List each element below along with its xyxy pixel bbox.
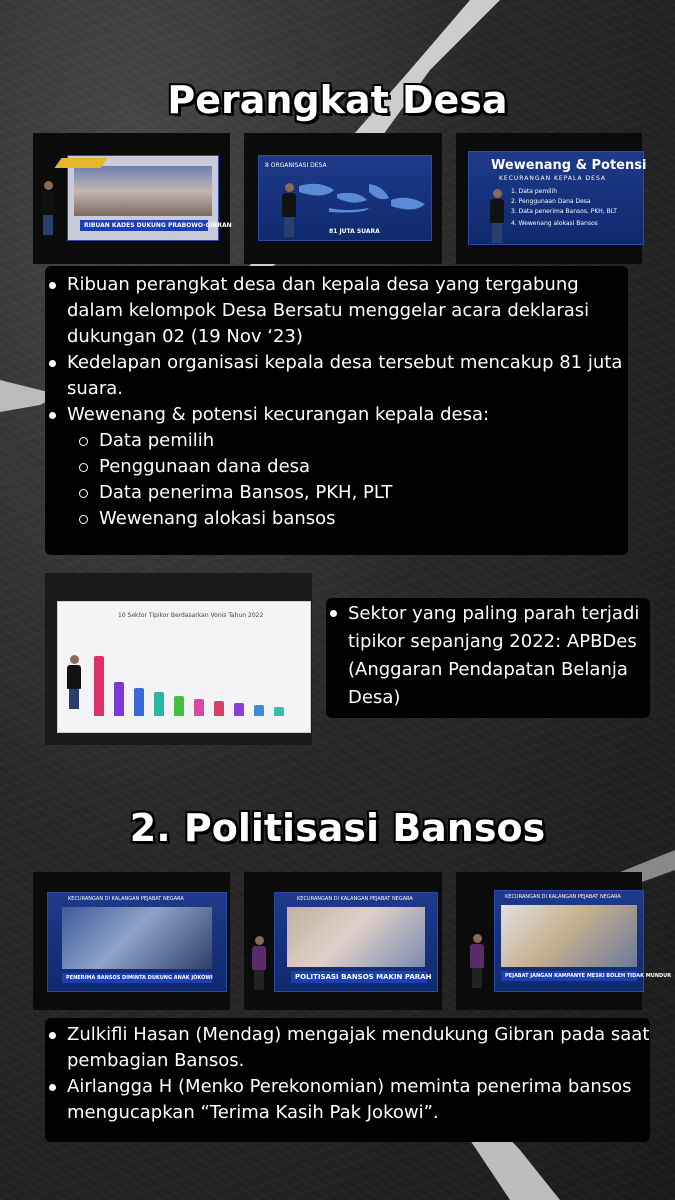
vote-count-label: 81 JUTA SUARA xyxy=(329,228,380,235)
news-header: KECURANGAN DI KALANGAN PEJABAT NEGARA xyxy=(297,896,413,902)
chart-bar xyxy=(154,692,164,716)
slide-item: 2. Penggunaan Dana Desa xyxy=(511,198,591,205)
photo-bansos-news-2 xyxy=(244,872,442,1010)
slide-heading: Wewenang & Potensi xyxy=(491,158,647,173)
news-banner: PENERIMA BANSOS DIMINTA DUKUNG ANAK JOKOWI xyxy=(62,973,212,983)
photo-declaration-event xyxy=(33,133,230,264)
bullet-item: Kedelapan organisasi kepala desa tersebut mencakup 81 juta suara. xyxy=(67,350,628,402)
photo-bansos-news-3 xyxy=(456,872,672,1010)
map-heading: 8 ORGANISASI DESA xyxy=(265,162,327,169)
sub-bullet-item: Wewenang alokasi bansos xyxy=(99,506,628,532)
chart-bar xyxy=(94,656,104,716)
chart-title: 10 Sektor Tipikor Berdasarkan Vonis Tahun 2022 xyxy=(118,612,264,619)
news-header: KECURANGAN DI KALANGAN PEJABAT NEGARA xyxy=(68,896,184,902)
slide-item: 4. Wewenang alokasi Bansos xyxy=(511,220,598,227)
chart-bar xyxy=(114,682,124,716)
photo-corruption-chart xyxy=(45,573,312,745)
sub-bullet-item: Data pemilih xyxy=(99,428,628,454)
bullet-item: Zulkifli Hasan (Mendag) mengajak mendukung Gibran pada saat pembagian Bansos. xyxy=(67,1022,650,1074)
chart-bar xyxy=(234,703,244,716)
bullet-item: Wewenang & potensi kecurangan kepala desa: xyxy=(67,402,628,428)
news-banner: RIBUAN KADES DUKUNG PRABOWO-GIBRAN xyxy=(80,220,208,231)
perangkat-desa-bullets xyxy=(45,266,628,555)
chart-bar xyxy=(274,707,284,716)
photo-bansos-news-1 xyxy=(33,872,230,1010)
bullet-item: Airlangga H (Menko Perekonomian) meminta penerima bansos mengucapkan “Terima Kasih Pak Jokowi”. xyxy=(67,1074,650,1126)
news-banner: POLITISASI BANSOS MAKIN PARAH xyxy=(291,971,427,983)
photo-eight-organizations xyxy=(244,133,442,264)
news-header: KECURANGAN DI KALANGAN PEJABAT NEGARA xyxy=(505,894,621,900)
bullet-item: Ribuan perangkat desa dan kepala desa yang tergabung dalam kelompok Desa Bersatu menggelar acara deklarasi dukungan 02 (19 Nov ‘23) xyxy=(67,272,628,350)
bullet-item: Sektor yang paling parah terjadi tipikor sepanjang 2022: APBDes (Anggaran Pendapatan Belanja Desa) xyxy=(348,600,650,712)
chart-bar xyxy=(194,699,204,716)
sub-bullet-item: Penggunaan dana desa xyxy=(99,454,628,480)
section-title-perangkat-desa: Perangkat Desa xyxy=(167,78,508,122)
section-title-politisasi-bansos: 2. Politisasi Bansos xyxy=(129,806,546,850)
sub-bullet-item: Data penerima Bansos, PKH, PLT xyxy=(99,480,628,506)
slide-item: 1. Data pemilih xyxy=(511,188,558,195)
photo-authority-potential xyxy=(456,133,647,264)
slide-subheading: KECURANGAN KEPALA DESA xyxy=(499,175,606,182)
slide-item: 3. Data penerima Bansos, PKH, BLT xyxy=(511,208,617,215)
chart-bar xyxy=(134,688,144,716)
chart-bar xyxy=(254,705,264,716)
politisasi-bansos-bullets xyxy=(45,1018,650,1142)
chart-bar xyxy=(174,696,184,716)
chart-bars xyxy=(94,642,294,716)
chart-bar xyxy=(214,701,224,716)
tipikor-sector-bullet xyxy=(326,598,650,718)
news-banner: PEJABAT JANGAN KAMPANYE MESKI BOLEH TIDAK MUNDUR xyxy=(501,971,637,981)
